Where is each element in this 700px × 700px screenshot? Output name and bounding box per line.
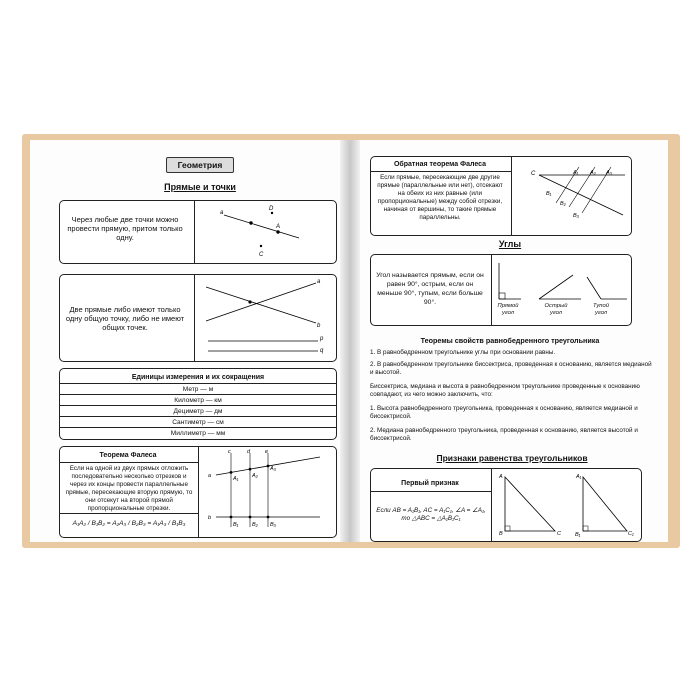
thales-formula: A₁A₂ / B₁B₂ = A₂A₃ / B₂B₃ = A₁A₃ / B₁B₃: [72, 520, 186, 527]
iso-item: Биссектриса, медиана и высота в равнобедренном треугольнике проведенные к основанию совпадают, из чего можно заключить, что:: [370, 383, 640, 399]
svg-text:A₂: A₂: [590, 170, 596, 176]
svg-text:d: d: [247, 449, 251, 455]
svg-text:D: D: [269, 206, 274, 212]
thales-box: [59, 446, 337, 538]
svg-text:A: A: [276, 224, 281, 230]
page-title: Геометрия: [166, 157, 234, 173]
svg-text:B: B: [499, 531, 503, 537]
fact2-box: [59, 274, 337, 362]
book-spine: [340, 140, 360, 542]
svg-text:c: c: [228, 449, 231, 455]
isosceles-heading: Теоремы свойств равнобедренного треугольника: [420, 336, 600, 345]
first-sign-title: Первый признак: [401, 480, 459, 487]
line-through-points-figure: [194, 201, 334, 263]
unit-row: Миллиметр — мм: [170, 430, 226, 437]
svg-text:B₃: B₃: [270, 522, 276, 528]
svg-text:B₁: B₁: [233, 522, 239, 528]
svg-text:b: b: [317, 323, 321, 329]
units-box: [59, 368, 337, 440]
unit-row: Километр — км: [174, 397, 222, 404]
fact1-box: [59, 200, 337, 264]
svg-text:C: C: [531, 171, 536, 177]
svg-text:a: a: [220, 210, 224, 216]
inverse-thales-text: Если прямые, пересекающие две другие прямые (параллельные или нет), отсекают на обеих из них равные (или пропорциональные) между собой отрезки, начиная от вершины, то такие прямые параллельны.: [377, 174, 503, 221]
svg-text:A₃: A₃: [606, 170, 612, 176]
svg-text:B₁: B₁: [546, 191, 552, 197]
intersecting-lines-figure: [194, 275, 334, 361]
units-title: Единицы измерения и их сокращения: [131, 374, 265, 381]
svg-text:B₂: B₂: [560, 201, 566, 207]
first-sign-box: [370, 468, 642, 542]
first-sign-formula: Если AB = A₁B₁, AC = A₁C₁, ∠A = ∠A₁, то △ABC = △A₁B₁C₁: [376, 507, 486, 522]
iso-item: 2. Медиана равнобедренного треугольника, проведенная к основанию, является высотой и биссектрисой.: [370, 427, 638, 443]
inverse-thales-figure: [511, 157, 631, 235]
svg-text:C: C: [557, 531, 561, 537]
right-page: [352, 140, 668, 542]
angles-heading: Углы: [498, 239, 522, 249]
svg-text:B₂: B₂: [252, 522, 258, 528]
unit-row: Дециметр — дм: [173, 408, 223, 415]
svg-text:B₃: B₃: [573, 213, 579, 219]
lines-heading: Прямые и точки: [164, 182, 236, 192]
svg-text:b: b: [208, 515, 212, 521]
thales-text: Если на одной из двух прямых отложить последовательно несколько отрезков и через их концы провести параллельные прямые, пересекающие вторую прямую, то они отсекут на второй прямой пропорциональные отрезки.: [65, 465, 193, 512]
svg-text:q: q: [320, 348, 324, 354]
svg-text:e: e: [265, 449, 269, 455]
iso-item: 1. Высота равнобедренного треугольника, проведенная к основанию, является медианой и биссектрисой.: [370, 405, 638, 421]
svg-text:A: A: [499, 474, 503, 480]
right-angle-label: Прямой угол: [497, 303, 519, 316]
svg-text:A₂: A₂: [252, 473, 258, 479]
svg-text:p: p: [320, 336, 324, 342]
acute-angle-label: Острый угол: [544, 303, 568, 316]
svg-text:C: C: [259, 252, 264, 258]
svg-text:C₁: C₁: [628, 531, 634, 537]
svg-text:A₃: A₃: [270, 466, 276, 472]
svg-text:B₁: B₁: [575, 532, 581, 538]
unit-row: Метр — м: [182, 386, 214, 393]
angles-box: [370, 254, 632, 326]
iso-item: 2. В равнобедренном треугольнике биссектриса, проведенная к основанию, является медианой и высотой.: [370, 361, 652, 377]
triangle-equality-heading: Признаки равенства треугольников: [436, 453, 588, 463]
thales-title: Теорема Фалеса: [99, 452, 157, 459]
angles-text: Угол называется прямым, если он равен 90°, острым, если он меньше 90°, тупым, если больше 90°.: [376, 272, 484, 306]
inverse-thales-box: [370, 156, 632, 236]
fact1-text: Через любые две точки можно провести прямую, притом только одну.: [67, 215, 183, 242]
svg-text:A₁: A₁: [233, 476, 239, 482]
unit-row: Сантиметр — см: [172, 419, 224, 426]
svg-text:A₁: A₁: [573, 170, 579, 176]
obtuse-angle-label: Тупой угол: [593, 303, 609, 316]
svg-text:a: a: [208, 473, 212, 479]
left-page: [30, 140, 348, 542]
svg-text:a: a: [317, 279, 321, 285]
svg-text:A₁: A₁: [576, 474, 582, 480]
congruent-triangles-figure: [491, 469, 641, 541]
inverse-thales-title: Обратная теорема Фалеса: [393, 161, 486, 168]
fact2-text: Две прямые либо имеют только одну общую точку, либо не имеют общих точек.: [65, 305, 185, 332]
iso-item: 1. В равнобедренном треугольнике углы при основании равны.: [370, 349, 556, 356]
thales-figure: [198, 447, 336, 537]
